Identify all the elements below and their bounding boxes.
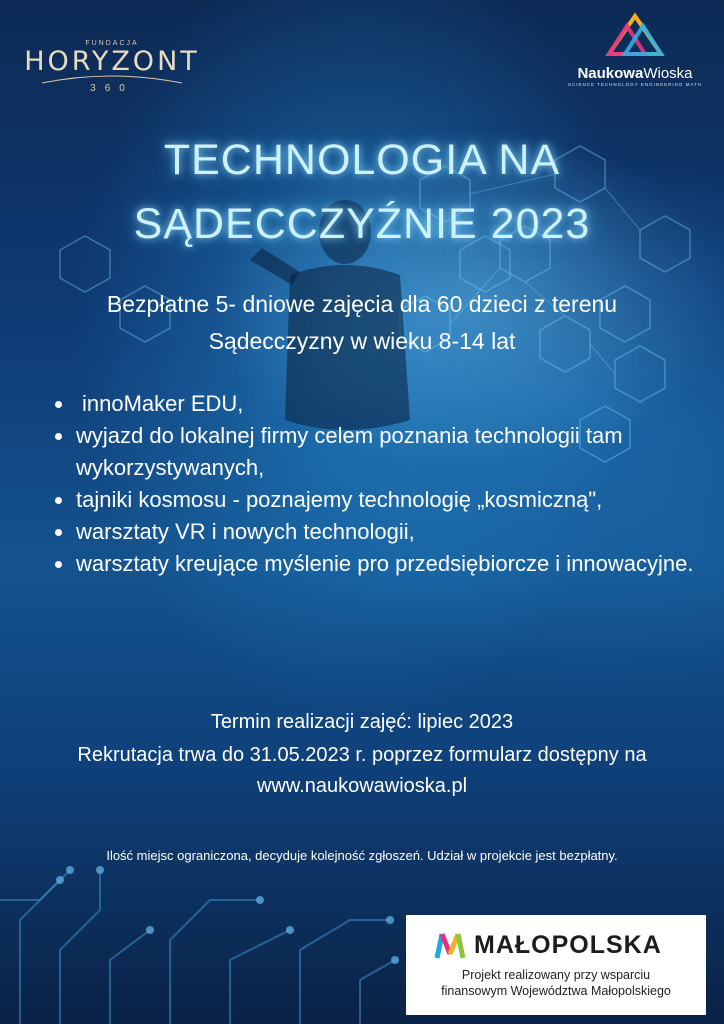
list-item xyxy=(52,388,702,420)
list-item xyxy=(52,516,702,548)
recruitment-info xyxy=(0,740,724,802)
list-item-text: wyjazd do lokalnej firmy celem poznania technologii tam wykorzystywanych, xyxy=(76,423,623,480)
horyzont-logo-number: 360 xyxy=(90,83,134,94)
list-item-text: warsztaty VR i nowych technologii, xyxy=(76,519,415,544)
horyzont-logo-name: HORYZONT xyxy=(24,46,200,77)
sponsor-caption-line-2: finansowym Województwa Małopolskiego xyxy=(441,984,671,998)
naukowa-wioska-logo xyxy=(555,12,715,87)
malopolska-logo xyxy=(434,923,662,967)
bullet-icon xyxy=(55,561,62,568)
bullet-icon xyxy=(55,529,62,536)
sponsor-box xyxy=(406,915,706,1015)
title-line-2: SĄDECCZYŹNIE 2023 xyxy=(133,200,591,248)
website-link[interactable]: www.naukowawioska.pl xyxy=(256,775,468,797)
naukowa-wioska-name xyxy=(555,65,715,82)
naukowa-name-bold: Naukowa xyxy=(577,65,644,82)
term-info: Termin realizacji zajęć: lipiec 2023 xyxy=(210,711,514,733)
malopolska-m-icon xyxy=(434,930,466,960)
naukowa-name-rest: Wioska xyxy=(643,65,693,82)
horyzont-logo-small: FUNDACJA xyxy=(85,40,139,47)
list-item xyxy=(52,484,702,516)
naukowa-triangle-icon xyxy=(605,12,665,58)
activities-list xyxy=(52,388,702,580)
bullet-icon xyxy=(55,497,62,504)
list-item-text: tajniki kosmosu - poznajemy technologię „kosmiczną", xyxy=(76,487,603,512)
list-item-text: warsztaty kreujące myślenie pro przedsiębiorcze i innowacyjne. xyxy=(76,551,694,576)
list-item xyxy=(52,548,702,580)
bullet-icon xyxy=(55,401,62,408)
page-title xyxy=(0,128,724,256)
sponsor-caption-line-1: Projekt realizowany przy wsparciu xyxy=(461,968,651,982)
bullet-icon xyxy=(55,433,62,440)
subtitle-line-1: Bezpłatne 5- dniowe zajęcia dla 60 dzieci z terenu xyxy=(106,291,618,317)
list-item xyxy=(52,420,702,484)
title-line-1: TECHNOLOGIA NA xyxy=(163,136,561,184)
sponsor-caption xyxy=(406,967,706,999)
list-item-text: innoMaker EDU, xyxy=(82,391,244,416)
horyzont-logo xyxy=(22,40,202,94)
naukowa-tagline: SCIENCE TECHNOLOGY ENGINEERING MATH xyxy=(567,82,702,87)
footnote: Ilość miejsc ograniczona, decyduje kolejność zgłoszeń. Udział w projekcie jest bezpłatny. xyxy=(106,848,618,863)
subtitle xyxy=(30,286,694,360)
subtitle-line-2: Sądecczyzny w wieku 8-14 lat xyxy=(208,328,516,354)
malopolska-name: MAŁOPOLSKA xyxy=(474,930,662,959)
recruitment-line-1: Rekrutacja trwa do 31.05.2023 r. poprzez formularz dostępny na xyxy=(77,744,647,766)
